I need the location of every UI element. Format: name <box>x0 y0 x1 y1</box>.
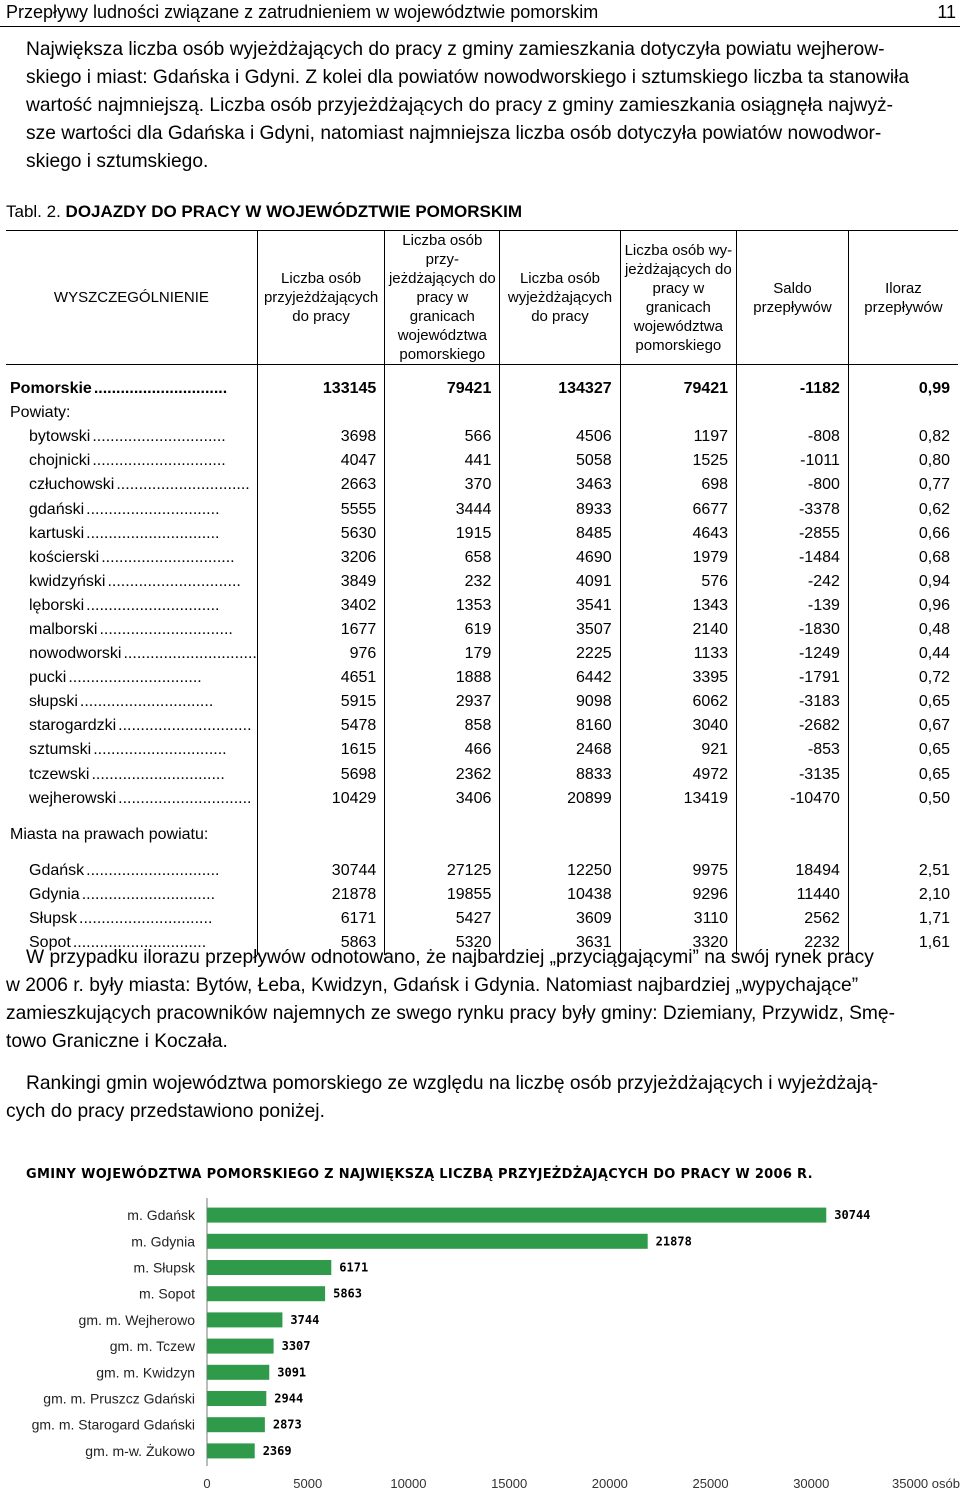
table-cell <box>737 401 849 425</box>
row-label: Gdańsk .............................. <box>29 861 220 879</box>
table-cell: 9098 <box>500 690 620 714</box>
table-cell: -3183 <box>737 690 849 714</box>
category-label: m. Słupsk <box>133 1259 195 1276</box>
table-cell: -3135 <box>737 763 849 787</box>
table-cell: 134327 <box>500 377 620 401</box>
table-cell: 0,44 <box>848 642 958 666</box>
table-cell: 1133 <box>620 642 736 666</box>
category-label: gm. m. Starogard Gdański <box>31 1416 195 1433</box>
table-cell: 3507 <box>500 618 620 642</box>
table-row <box>6 546 958 570</box>
row-label: starogardzki .............................. <box>29 717 252 735</box>
chart-title: GMINY WOJEWÓDZTWA POMORSKIEGO Z NAJWIĘKSZĄ LICZBĄ PRZYJEŻDŻAJĄCYCH DO PRACY W 2006 R. <box>26 1167 813 1182</box>
table-cell: 1677 <box>257 618 384 642</box>
row-label: Słupsk .............................. <box>29 909 213 927</box>
table-cell: 2663 <box>257 473 384 497</box>
table-row <box>6 714 958 738</box>
column-header: Liczba osób przy-jeżdżających do pracy w granicach województwa pomorskiego <box>385 231 500 365</box>
table-cell: 2,51 <box>848 859 958 883</box>
data-bar <box>207 1260 331 1275</box>
table-cell: -1791 <box>737 666 849 690</box>
table-cell: 10429 <box>257 787 384 811</box>
table-cell <box>500 401 620 425</box>
table-row <box>6 787 958 811</box>
row-label: kwidzyński .............................. <box>29 572 241 590</box>
paragraph-line: sze wartości dla Gdańska i Gdyni, natomiast najmniejsza liczba osób dotyczyła powiatów nowodwor- <box>26 123 882 144</box>
table-cell: 10438 <box>500 883 620 907</box>
table-cell: 12250 <box>500 859 620 883</box>
row-label: słupski .............................. <box>29 693 214 711</box>
table-cell: -853 <box>737 738 849 762</box>
table-cell: 133145 <box>257 377 384 401</box>
table-cell: 3609 <box>500 907 620 931</box>
table-cell: 20899 <box>500 787 620 811</box>
category-label: gm. m. Kwidzyn <box>96 1364 195 1381</box>
table-cell: 0,96 <box>848 594 958 618</box>
table-cell: 0,65 <box>848 690 958 714</box>
paragraph-line: cych do pracy przedstawiono poniżej. <box>6 1101 325 1122</box>
table-caption-prefix: Tabl. 2. <box>6 202 61 221</box>
table-cell: 0,99 <box>848 377 958 401</box>
column-header: Saldo przepływów <box>737 231 849 365</box>
paragraph-line: wartość najmniejszą. Liczba osób przyjeżdżających do pracy z gminy zamieszkania osiągnęła najwyż- <box>26 95 894 116</box>
paragraph-line: zamieszkujących pracowników najemnych ze swego rynku pracy były gminy: Dziemiany, Przywidz, Smę- <box>6 1003 895 1024</box>
category-label: gm. m. Tczew <box>109 1338 195 1355</box>
table-cell: 5058 <box>500 449 620 473</box>
row-label: tczewski .............................. <box>29 765 225 783</box>
table-cell: 619 <box>385 618 500 642</box>
table-cell: 1525 <box>620 449 736 473</box>
paragraph-line: skiego i sztumskiego. <box>26 151 209 172</box>
row-label: kartuski .............................. <box>29 524 220 542</box>
table-cell: 6171 <box>257 907 384 931</box>
table-cell: 19855 <box>385 883 500 907</box>
table-cell: -10470 <box>737 787 849 811</box>
table-cell: 1615 <box>257 738 384 762</box>
table-row <box>6 907 958 931</box>
table-cell <box>257 401 384 425</box>
x-tick-label: 30000 <box>793 1476 830 1491</box>
table-cell: 466 <box>385 738 500 762</box>
table-cell: 5320 <box>385 931 500 955</box>
table-row <box>6 666 958 690</box>
table-cell: 1197 <box>620 425 736 449</box>
table-cell: 6442 <box>500 666 620 690</box>
table-cell: 8160 <box>500 714 620 738</box>
table-cell: 9296 <box>620 883 736 907</box>
table-cell: 13419 <box>620 787 736 811</box>
table-cell <box>620 401 736 425</box>
value-label: 21878 <box>655 1234 692 1249</box>
table-cell <box>385 401 500 425</box>
table-cell: 2,10 <box>848 883 958 907</box>
paragraph-line: skiego i miast: Gdańska i Gdyni. Z kolei dla powiatów nowodworskiego i sztumskiego liczba ta stanowiła <box>26 67 910 88</box>
table-cell: 2562 <box>737 907 849 931</box>
table-cell: 3040 <box>620 714 736 738</box>
table-row <box>6 763 958 787</box>
table-cell: 921 <box>620 738 736 762</box>
running-title: Przepływy ludności związane z zatrudnieniem w województwie pomorskim <box>6 2 599 22</box>
table-cell: 4506 <box>500 425 620 449</box>
table-row <box>6 883 958 907</box>
value-label: 3744 <box>290 1312 320 1327</box>
table-cell: 698 <box>620 473 736 497</box>
table-cell: 0,77 <box>848 473 958 497</box>
table-cell: 0,80 <box>848 449 958 473</box>
table-cell: 3541 <box>500 594 620 618</box>
table-cell: 1353 <box>385 594 500 618</box>
table-cell: -3378 <box>737 497 849 521</box>
table-cell: 3206 <box>257 546 384 570</box>
table-row <box>6 522 958 546</box>
table-cell: 3402 <box>257 594 384 618</box>
table-cell: -800 <box>737 473 849 497</box>
row-label: malborski .............................. <box>29 620 233 638</box>
value-label: 3307 <box>281 1339 311 1354</box>
x-tick-label: 5000 <box>293 1476 323 1491</box>
table-cell: 2362 <box>385 763 500 787</box>
table-row <box>6 497 958 521</box>
table-cell: 1915 <box>385 522 500 546</box>
data-bar <box>207 1365 269 1380</box>
table-cell: -2855 <box>737 522 849 546</box>
x-tick-label: 0 <box>203 1476 211 1491</box>
row-label: lęborski .............................. <box>29 596 220 614</box>
table-cell: 4690 <box>500 546 620 570</box>
table-cell: 1,71 <box>848 907 958 931</box>
data-bar <box>207 1339 274 1354</box>
table-cell: 3395 <box>620 666 736 690</box>
table-cell: 27125 <box>385 859 500 883</box>
table-cell: -2682 <box>737 714 849 738</box>
paragraph-line: w 2006 r. były miasta: Bytów, Łeba, Kwidzyn, Gdańsk i Gdynia. Natomiast najbardziej „wypychające” <box>6 975 859 996</box>
table-cell <box>737 811 849 859</box>
table-cell: 179 <box>385 642 500 666</box>
value-label: 2369 <box>262 1443 292 1458</box>
table-cell: 5698 <box>257 763 384 787</box>
commuters-bar-chart <box>0 1160 960 1496</box>
table-cell <box>500 811 620 859</box>
table-cell <box>848 401 958 425</box>
data-bar <box>207 1312 282 1327</box>
table-cell: -1011 <box>737 449 849 473</box>
table-row <box>6 811 958 859</box>
table-cell: 858 <box>385 714 500 738</box>
row-label: chojnicki .............................. <box>29 452 226 470</box>
category-label: gm. m. Pruszcz Gdański <box>43 1390 195 1407</box>
paragraph-3 <box>6 1070 956 1126</box>
table-cell: 0,65 <box>848 738 958 762</box>
category-label: m. Gdynia <box>131 1233 195 1250</box>
table-cell: 4651 <box>257 666 384 690</box>
table-cell: 2225 <box>500 642 620 666</box>
table-cell: 1,61 <box>848 931 958 955</box>
table-cell: 4643 <box>620 522 736 546</box>
row-label: wejherowski .............................. <box>29 789 252 807</box>
x-tick-label: 20000 <box>591 1476 628 1491</box>
table-cell: -242 <box>737 570 849 594</box>
paragraph-1 <box>6 36 956 176</box>
table-cell: 6062 <box>620 690 736 714</box>
paragraph-line: Największa liczba osób wyjeżdżających do pracy z gminy zamieszkania dotyczyła powiatu wejherow- <box>26 39 885 60</box>
table-row <box>6 570 958 594</box>
table-cell: 3698 <box>257 425 384 449</box>
chart-plot <box>0 1160 960 1496</box>
table-cell: -1249 <box>737 642 849 666</box>
paragraph-line: W przypadku ilorazu przepływów odnotowano, że najbardziej „przyciągającymi” na swój rynek pracy <box>26 947 874 968</box>
table-cell: 441 <box>385 449 500 473</box>
row-label: Miasta na prawach powiatu: <box>10 825 209 843</box>
column-header: WYSZCZEGÓLNIENIE <box>6 231 257 365</box>
table-cell: 5863 <box>257 931 384 955</box>
table-row <box>6 449 958 473</box>
row-label: gdański .............................. <box>29 500 220 518</box>
table-cell: 2140 <box>620 618 736 642</box>
column-header: Iloraz przepływów <box>848 231 958 365</box>
table-cell: 566 <box>385 425 500 449</box>
table-cell: 11440 <box>737 883 849 907</box>
commute-table <box>6 230 958 955</box>
table-row <box>6 859 958 883</box>
column-header: Liczba osób przyjeżdżających do pracy <box>257 231 384 365</box>
value-label: 2944 <box>274 1391 304 1406</box>
table-cell: 5427 <box>385 907 500 931</box>
data-bar <box>207 1286 325 1301</box>
table-cell: 8833 <box>500 763 620 787</box>
data-bar <box>207 1234 648 1249</box>
table-cell: 2232 <box>737 931 849 955</box>
table-cell: 232 <box>385 570 500 594</box>
x-tick-label: 25000 <box>692 1476 729 1491</box>
table-cell: 0,72 <box>848 666 958 690</box>
value-label: 30744 <box>834 1208 871 1223</box>
table-cell: 0,62 <box>848 497 958 521</box>
row-label: bytowski .............................. <box>29 428 226 446</box>
table-cell: 5915 <box>257 690 384 714</box>
table-cell: 6677 <box>620 497 736 521</box>
table-cell: 1979 <box>620 546 736 570</box>
table-row <box>6 401 958 425</box>
paragraph-line: towo Graniczne i Koczała. <box>6 1031 228 1052</box>
table-cell: 976 <box>257 642 384 666</box>
table-cell: 4091 <box>500 570 620 594</box>
table-row <box>6 473 958 497</box>
table-cell: 0,68 <box>848 546 958 570</box>
table-cell: 21878 <box>257 883 384 907</box>
data-bar <box>207 1443 255 1458</box>
table-cell: 0,82 <box>848 425 958 449</box>
table-cell: 9975 <box>620 859 736 883</box>
table-cell: 4047 <box>257 449 384 473</box>
table-cell: 8485 <box>500 522 620 546</box>
row-label: Powiaty: <box>10 404 71 422</box>
table-cell: 1888 <box>385 666 500 690</box>
paragraph-line: Rankingi gmin województwa pomorskiego ze względu na liczbę osób przyjeżdżających i wyjeżdżają- <box>26 1073 879 1094</box>
row-label: człuchowski .............................. <box>29 476 250 494</box>
table-caption <box>6 200 522 224</box>
table-cell: 3110 <box>620 907 736 931</box>
table-cell: 2937 <box>385 690 500 714</box>
table-cell <box>385 811 500 859</box>
table-cell <box>848 811 958 859</box>
table-cell: 8933 <box>500 497 620 521</box>
table-cell: 576 <box>620 570 736 594</box>
table-row <box>6 618 958 642</box>
page-number: 11 <box>937 2 956 22</box>
value-label: 3091 <box>277 1365 307 1380</box>
x-tick-label: 15000 <box>491 1476 528 1491</box>
data-bar <box>207 1391 266 1406</box>
table-header-row <box>6 231 958 365</box>
x-tick-label: 35000 osób <box>892 1476 960 1491</box>
table-cell: 18494 <box>737 859 849 883</box>
table-cell: -808 <box>737 425 849 449</box>
table-cell: 0,66 <box>848 522 958 546</box>
table-cell: 370 <box>385 473 500 497</box>
x-tick-label: 10000 <box>390 1476 427 1491</box>
row-label: nowodworski .............................. <box>29 645 257 663</box>
row-label: Sopot .............................. <box>29 934 207 952</box>
data-bar <box>207 1208 826 1223</box>
table-cell: 5555 <box>257 497 384 521</box>
row-label: Pomorskie .............................. <box>10 380 228 398</box>
table-cell: 3444 <box>385 497 500 521</box>
table-cell: 3463 <box>500 473 620 497</box>
table-cell: 0,94 <box>848 570 958 594</box>
table-cell: -1182 <box>737 377 849 401</box>
table-cell: 4972 <box>620 763 736 787</box>
table-cell: 658 <box>385 546 500 570</box>
column-header: Liczba osób wy-jeżdżających do pracy w granicach województwa pomorskiego <box>620 231 736 365</box>
table-row <box>6 594 958 618</box>
table-caption-title: DOJAZDY DO PRACY W WOJEWÓDZTWIE POMORSKIM <box>65 202 523 221</box>
table-cell: 5478 <box>257 714 384 738</box>
table-cell <box>257 811 384 859</box>
data-bar <box>207 1417 265 1432</box>
value-label: 2873 <box>272 1417 302 1432</box>
column-header: Liczba osób wyjeżdżających do pracy <box>500 231 620 365</box>
row-label: kościerski .............................. <box>29 548 235 566</box>
value-label: 6171 <box>339 1260 369 1275</box>
table-cell: 3320 <box>620 931 736 955</box>
category-label: gm. m. Wejherowo <box>78 1311 195 1328</box>
table-cell: 30744 <box>257 859 384 883</box>
page-header <box>0 0 960 27</box>
row-label: sztumski .............................. <box>29 741 227 759</box>
table-cell: 79421 <box>385 377 500 401</box>
table-row <box>6 377 958 401</box>
table-cell: 5630 <box>257 522 384 546</box>
table-cell: 3406 <box>385 787 500 811</box>
table-row <box>6 425 958 449</box>
table-cell: 3631 <box>500 931 620 955</box>
paragraph-2 <box>6 944 956 1056</box>
table-cell: 2468 <box>500 738 620 762</box>
row-label: Gdynia .............................. <box>29 885 216 903</box>
table-cell: 79421 <box>620 377 736 401</box>
table-cell: 3849 <box>257 570 384 594</box>
row-label: pucki .............................. <box>29 669 202 687</box>
table-row <box>6 738 958 762</box>
table-cell: -139 <box>737 594 849 618</box>
value-label: 5863 <box>333 1286 363 1301</box>
table-row <box>6 690 958 714</box>
table-row <box>6 642 958 666</box>
table-cell: -1830 <box>737 618 849 642</box>
table-cell: 0,50 <box>848 787 958 811</box>
table-cell <box>620 811 736 859</box>
category-label: m. Sopot <box>138 1285 195 1302</box>
table-cell: 1343 <box>620 594 736 618</box>
table-cell: 0,48 <box>848 618 958 642</box>
category-label: m. Gdańsk <box>127 1207 195 1224</box>
table-cell: 0,65 <box>848 763 958 787</box>
table-cell: 0,67 <box>848 714 958 738</box>
category-label: gm. m-w. Żukowo <box>85 1442 195 1459</box>
table-cell: -1484 <box>737 546 849 570</box>
